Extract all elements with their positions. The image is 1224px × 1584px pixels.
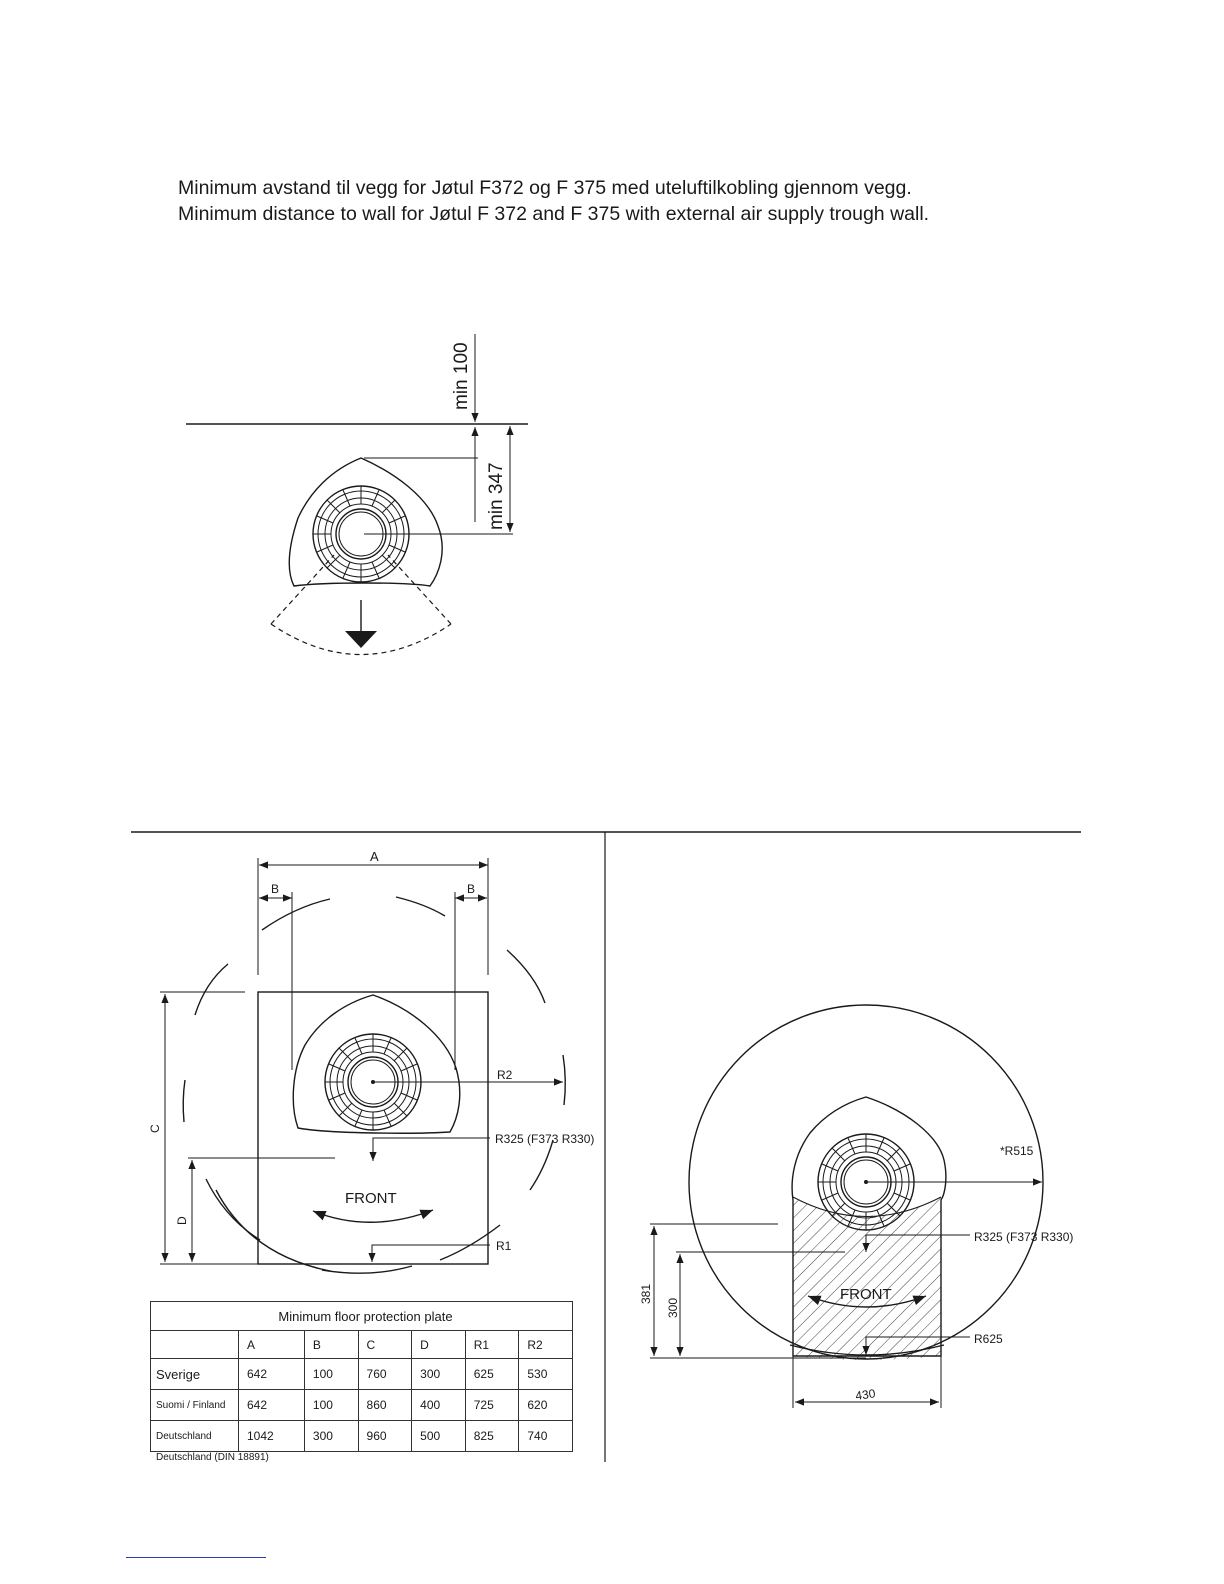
left-diagram bbox=[148, 849, 594, 1273]
label-a: A bbox=[370, 849, 379, 864]
table-footnote: Deutschland (DIN 18891) bbox=[156, 1452, 269, 1463]
label-r325: R325 (F373 R330) bbox=[974, 1230, 1074, 1244]
table-row bbox=[151, 1359, 573, 1390]
label-300: 300 bbox=[666, 1297, 680, 1318]
dim-min-347: min 347 bbox=[486, 462, 507, 530]
col-header: R1 bbox=[465, 1331, 519, 1359]
table-cell: 1042 bbox=[239, 1421, 305, 1452]
table-title: Minimum floor protection plate bbox=[151, 1302, 573, 1331]
row-label: Sverige bbox=[151, 1359, 239, 1390]
label-r515: *R515 bbox=[1000, 1144, 1034, 1158]
table-cell: 300 bbox=[304, 1421, 358, 1452]
table-cell: 642 bbox=[239, 1359, 305, 1390]
top-diagram bbox=[186, 334, 528, 655]
label-b-left: B bbox=[271, 882, 280, 896]
r1-arc-bottom bbox=[322, 1266, 412, 1273]
table-cell: 300 bbox=[412, 1359, 466, 1390]
label-b-right: B bbox=[467, 882, 476, 896]
label-c: C bbox=[148, 1124, 162, 1133]
label-381: 381 bbox=[639, 1283, 653, 1304]
table-cell: 620 bbox=[519, 1390, 573, 1421]
table-cell: 500 bbox=[412, 1421, 466, 1452]
dim-min-100: min 100 bbox=[451, 342, 472, 410]
col-header: B bbox=[304, 1331, 358, 1359]
col-header: A bbox=[239, 1331, 305, 1359]
label-r1: R1 bbox=[496, 1239, 512, 1253]
table-row bbox=[151, 1390, 573, 1421]
footer-rule bbox=[126, 1557, 266, 1558]
hatched-area bbox=[793, 1197, 941, 1360]
heading-norwegian: Minimum avstand til vegg for Jøtul F372 og F 375 med uteluftilkobling gjennom vegg. bbox=[178, 177, 912, 199]
table-cell: 100 bbox=[304, 1359, 358, 1390]
table-cell: 760 bbox=[358, 1359, 412, 1390]
front-arc bbox=[313, 1210, 433, 1222]
row-label: Deutschland bbox=[151, 1421, 239, 1452]
table-row bbox=[151, 1421, 573, 1452]
heading-english: Minimum distance to wall for Jøtul F 372 and F 375 with external air supply trough wall. bbox=[178, 203, 930, 225]
table-header-row bbox=[151, 1331, 573, 1359]
table-cell: 960 bbox=[358, 1421, 412, 1452]
table-cell: 530 bbox=[519, 1359, 573, 1390]
table-cell: 740 bbox=[519, 1421, 573, 1452]
front-label: FRONT bbox=[840, 1286, 892, 1303]
table-cell: 825 bbox=[465, 1421, 519, 1452]
row-label: Suomi / Finland bbox=[151, 1390, 239, 1421]
label-r2: R2 bbox=[497, 1068, 513, 1082]
stove-outline bbox=[293, 995, 460, 1133]
front-label: FRONT bbox=[345, 1190, 397, 1207]
col-header: D bbox=[412, 1331, 466, 1359]
floor-protection-table bbox=[150, 1301, 573, 1452]
col-header: R2 bbox=[519, 1331, 573, 1359]
col-header: C bbox=[358, 1331, 412, 1359]
table-cell: 860 bbox=[358, 1390, 412, 1421]
front-arrow-icon bbox=[345, 631, 377, 648]
table-cell: 625 bbox=[465, 1359, 519, 1390]
label-r325: R325 (F373 R330) bbox=[495, 1132, 595, 1146]
label-d: D bbox=[175, 1216, 189, 1225]
table-cell: 725 bbox=[465, 1390, 519, 1421]
label-430: 430 bbox=[854, 1386, 877, 1403]
table-cell: 100 bbox=[304, 1390, 358, 1421]
table-cell: 642 bbox=[239, 1390, 305, 1421]
label-r625: R625 bbox=[974, 1332, 1003, 1346]
stove-outline bbox=[289, 458, 442, 586]
r1-arc-left bbox=[216, 1190, 330, 1271]
table-cell: 400 bbox=[412, 1390, 466, 1421]
right-diagram bbox=[639, 1005, 1073, 1408]
